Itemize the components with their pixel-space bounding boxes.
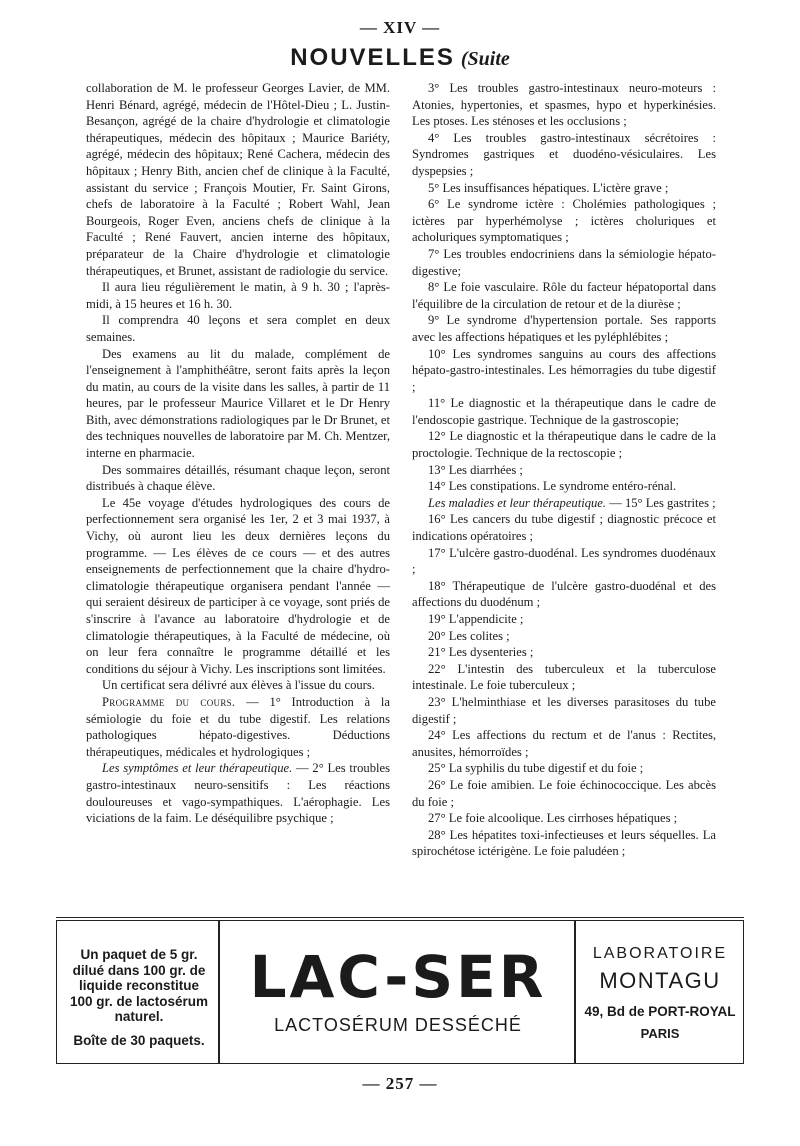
ad-left-line: dilué dans 100 gr. de [72, 962, 206, 978]
paragraph-text: Des examens au lit du malade, complément de l'enseignement à l'amphithéâtre, seront faits après la leçon du matin, au cours de la visite dans les salles, à partir de 11 heures, par le professeur Maurice Villaret et le Dr Henry Bith, avec démonstrations radiologiques par le Dr Brunet, et des techniques nouvelles de laboratoire par M. Ch. Mentzer, interne en pharmacie. [86, 346, 390, 461]
paragraph [412, 495, 716, 512]
paragraph-text: Des sommaires détaillés, résumant chaque leçon, seront distribués à chaque élève. [86, 462, 390, 494]
paragraph [86, 346, 390, 462]
paragraph [412, 80, 716, 130]
paragraph [86, 462, 390, 495]
paragraph-text: 26° Le foie amibien. Le foie échinococcique. Les abcès du foie ; [412, 777, 716, 809]
paragraph-text: Il aura lieu régulièrement le matin, à 9 h. 30 ; l'après-midi, à 15 heures et 16 h. 30. [86, 280, 390, 311]
paragraph-text: 21° Les dysenteries ; [428, 645, 534, 660]
section-heading: Les symptômes et leur thérapeutique. [102, 761, 293, 776]
paragraph [412, 578, 716, 611]
ad-brand-name: LAC-SER [249, 943, 547, 1011]
paragraph [412, 727, 716, 760]
paragraph [86, 80, 390, 279]
paragraph-text: 24° Les affections du rectum et de l'anus : Rectites, anusites, hémorroïdes ; [412, 728, 716, 759]
paragraph-text: 28° Les hépatites toxi-infectieuses et leurs séquelles. La spirochétose ictérigène. Le foie paludéen ; [412, 827, 716, 859]
ad-center-panel [218, 920, 576, 1064]
paragraph-text: 16° Les cancers du tube digestif ; diagnostic précoce et indications opératoires ; [412, 512, 716, 544]
running-title [0, 44, 800, 72]
paragraph [412, 644, 716, 661]
paragraph [412, 346, 716, 396]
paragraph-text: 14° Les constipations. Le syndrome entéro-rénal. [428, 479, 677, 494]
paragraph-text: 6° Le syndrome ictère : Cholémies pathologiques ; ictères par hyperhémolyse ; ictères choluriques et acholuriques symptomatiques ; [412, 197, 716, 245]
paragraph-text: collaboration de M. le professeur Georges Lavier, de MM. Henri Bénard, agrégé, médecin de l'Hôtel-Dieu ; L. Justin-Besançon, agrégé de la chaire d'hydrologie et climatologie thérapeutiques, médecin des hôpitaux ; Maurice Bariéty, agrégé, médecin des hôpitaux; René Cachera, médecin des hôpitaux ; Henry Bith, ancien chef de clinique à la Faculté, assistant du service ; François Moutier, Fr. Saint Girons, chefs de laboratoire à la Faculté ; Robert Wahl, Jean Bourgeois, Roger Even, anciens chefs de clinique à la Faculté ; René Fauvert, ancien interne des hôpitaux, préparateur de la Chaire d'hydrologie et climatologie thérapeutiques, et Brunet, assistant de radiologie du service. [86, 81, 390, 278]
ad-right-panel [574, 920, 744, 1064]
paragraph [412, 511, 716, 544]
ad-laboratory-address: 49, Bd de PORT-ROYAL [584, 1004, 736, 1019]
paragraph-text: 10° Les syndromes sanguins au cours des affections hépato-gastro-intestinales. Les hémorragies du tube digestif ; [412, 346, 716, 394]
paragraph-text: Le 45e voyage d'études hydrologiques des cours de perfectionnement sera organisé les 1er, 2 et 3 mai 1937, à Vichy, où auront lieu les deux dernières leçons du programme. — Les élèves de ce cours — et des autres enseignements de perfectionnement que la chaire d'hydro-climatologie thérapeutique organisera pendant l'année — qui seraient désireux de participer à ce voyage, sont priés de s'inscrire à l'avance au laboratoire d'hydrologie et de climatologie thérapeutiques, à la Faculté de médecine, où on leur fera connaître le programme détaillé et les conditions du séjour à Vichy. Les inscriptions sont limitées. [86, 495, 390, 676]
section-heading: Les maladies et leur thérapeutique. [428, 495, 607, 510]
program-heading: Programme du cours. [102, 694, 236, 709]
ad-laboratory-city: PARIS [640, 1026, 680, 1041]
paragraph-text: Il comprendra 40 leçons et sera complet en deux semaines. [86, 313, 390, 344]
paragraph [86, 495, 390, 678]
paragraph-text: — 1° Introduction à la sémiologie du foie et du tube digestif. Les relations pathologiques hépato-digestives. Déductions thérapeutiques, médicales et hydrologiques ; [86, 694, 390, 759]
left-text-column [86, 80, 390, 827]
roman-page-number: — XIV — [359, 18, 441, 37]
paragraph [412, 661, 716, 694]
paragraph-text: 9° Le syndrome d'hypertension portale. Ses rapports avec les affections hépatiques et les pyléphlébites ; [412, 313, 716, 344]
ad-laboratory-label: LABORATOIRE [592, 945, 728, 962]
paragraph-text: 27° Le foie alcoolique. Les cirrhoses hépatiques ; [428, 811, 678, 826]
paragraph [412, 279, 716, 312]
paragraph [412, 196, 716, 246]
paragraph-text: 11° Le diagnostic et la thérapeutique dans le cadre de l'endoscopie gastrique. Technique de la gastroscopie; [412, 396, 716, 427]
paragraph-text: — 2° Les troubles gastro-intestinaux neuro-sensitifs : Les réactions douloureuses et vago-sympathiques. L'aérophagie. Les viciations de la faim. Le déséquilibre psychique ; [86, 761, 391, 826]
paragraph-text: 23° L'helminthiase et les diverses parasitoses du tube digestif ; [412, 694, 716, 726]
paragraph-text: — 15° Les gastrites ; [606, 495, 716, 510]
paragraph-text: 3° Les troubles gastro-intestinaux neuro-moteurs : Atonies, hypertonies, et spasmes, hypo et hyperkinésies. Les ptoses. Les sténoses et les occlusions ; [412, 81, 716, 129]
ad-left-line: naturel. [114, 1009, 164, 1024]
paragraph [86, 312, 390, 345]
paragraph-text: 7° Les troubles endocriniens dans la sémiologie hépato-digestive; [412, 246, 716, 278]
paragraph [412, 312, 716, 345]
advertisement-top-rule [56, 917, 744, 918]
paragraph-text: 18° Thérapeutique de l'ulcère gastro-duodénal et des affections du duodénum ; [412, 578, 716, 610]
paragraph [86, 760, 390, 826]
paragraph [86, 694, 390, 760]
paragraph [412, 130, 716, 180]
paragraph [86, 279, 390, 312]
paragraph [412, 395, 716, 428]
page-number: — 257 — [362, 1074, 438, 1093]
ad-left-panel [56, 920, 220, 1064]
right-text-column [412, 80, 716, 860]
paragraph [412, 628, 716, 645]
paragraph [412, 827, 716, 860]
paragraph [412, 428, 716, 461]
advertisement-banner [56, 920, 744, 1066]
paragraph-text: 8° Le foie vasculaire. Rôle du facteur hépatoportal dans l'équilibre de la circulation de retour et de la diurèse ; [412, 280, 716, 311]
paragraph [412, 246, 716, 279]
ad-brand-subtitle: LACTOSÉRUM DESSÉCHÉ [274, 1015, 522, 1035]
paragraph [412, 777, 716, 810]
paragraph [86, 677, 390, 694]
paragraph [412, 478, 716, 495]
ad-left-line: liquide reconstitue [78, 978, 200, 993]
paragraph-text: 13° Les diarrhées ; [428, 462, 523, 477]
ad-left-line: Un paquet de 5 gr. [80, 947, 198, 962]
ad-box-size: Boîte de 30 paquets. [73, 1032, 205, 1048]
paragraph-text: 25° La syphilis du tube digestif et du foie ; [428, 761, 644, 776]
ad-laboratory-name: MONTAGU [599, 968, 721, 993]
paragraph [412, 694, 716, 727]
paragraph-text: 12° Le diagnostic et la thérapeutique dans le cadre de la proctologie. Technique de la rectoscopie ; [412, 429, 716, 461]
paragraph [412, 180, 716, 197]
paragraph-text: 22° L'intestin des tuberculeux et la tuberculose intestinale. Le foie tuberculeux ; [412, 661, 716, 693]
section-title-suite: (Suite [460, 48, 510, 70]
ad-left-line: 100 gr. de lactosérum [69, 993, 209, 1009]
paragraph [412, 810, 716, 827]
paragraph [412, 462, 716, 479]
paragraph-text: Un certificat sera délivré aux élèves à l'issue du cours. [102, 678, 375, 693]
paragraph-text: 5° Les insuffisances hépatiques. L'ictère grave ; [428, 180, 669, 195]
paragraph [412, 760, 716, 777]
paragraph-text: 19° L'appendicite ; [428, 612, 524, 626]
paragraph-text: 4° Les troubles gastro-intestinaux sécrétoires : Syndromes gastriques et duodéno-vésiculaires. Les dyspepsies ; [412, 130, 716, 178]
ad-left-text [57, 947, 221, 1048]
paragraph-text: 20° Les colites ; [428, 628, 510, 643]
section-title: NOUVELLES [290, 44, 455, 71]
paragraph-text: 17° L'ulcère gastro-duodénal. Les syndromes duodénaux ; [412, 545, 716, 577]
paragraph [412, 611, 716, 628]
paragraph [412, 545, 716, 578]
